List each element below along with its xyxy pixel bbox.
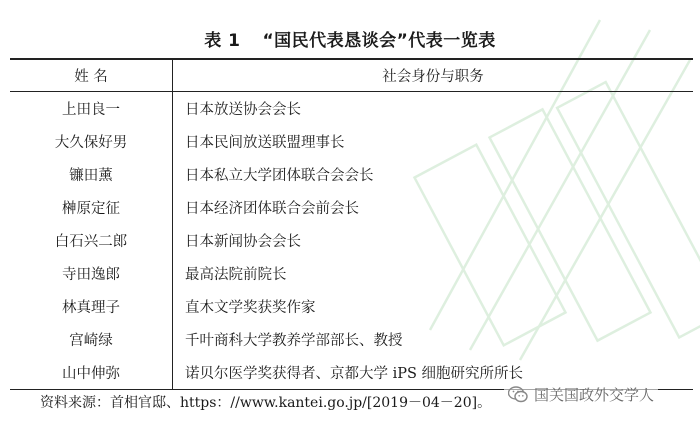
- representative-role: 日本经济团体联合会前会长: [185, 201, 359, 217]
- representatives-table: [10, 58, 693, 390]
- table-row: [10, 290, 693, 323]
- representative-role: 日本放送协会会长: [185, 102, 301, 118]
- table-row: [10, 191, 693, 224]
- column-header-name: 姓 名: [10, 59, 173, 92]
- table-row: [10, 257, 693, 290]
- wechat-icon: [508, 386, 528, 403]
- table-row: [10, 224, 693, 257]
- representative-name: 大久保好男: [10, 125, 173, 158]
- table-row: [10, 92, 693, 126]
- representative-role: 直木文学奖获奖作家: [185, 300, 316, 316]
- table-body: [10, 92, 693, 390]
- representative-name: 山中伸弥: [10, 356, 173, 390]
- representative-role: 日本私立大学团体联合会会长: [185, 168, 374, 184]
- representative-name: 林真理子: [10, 290, 173, 323]
- representative-name: 寺田逸郎: [10, 257, 173, 290]
- table-row: [10, 158, 693, 191]
- representative-name: 榊原定征: [10, 191, 173, 224]
- representative-name: 上田良一: [10, 92, 173, 126]
- representative-name: 宫崎绿: [10, 323, 173, 356]
- representative-role: 最高法院前院长: [185, 267, 287, 283]
- representative-name: 白石兴二郎: [10, 224, 173, 257]
- column-header-role: 社会身份与职务: [173, 59, 694, 92]
- wechat-account-name: 国关国政外交学人: [534, 386, 655, 404]
- table-row: [10, 323, 693, 356]
- wechat-watermark: [504, 382, 658, 407]
- table-number: 表 1: [204, 31, 241, 51]
- representative-role: 诺贝尔医学奖获得者、京都大学 iPS 细胞研究所所长: [173, 356, 694, 390]
- table-row: [10, 125, 693, 158]
- representative-role: 千叶商科大学教养学部部长、教授: [185, 333, 403, 349]
- representative-role: 日本民间放送联盟理事长: [185, 135, 345, 151]
- table-caption: [0, 26, 700, 51]
- table-title: “国民代表恳谈会”代表一览表: [262, 31, 496, 51]
- representative-role: 日本新闻协会会长: [185, 234, 301, 250]
- representative-name: 镰田薰: [10, 158, 173, 191]
- source-note: 资料来源：首相官邸、https：//www.kantei.go.jp/[2019－04－20]。: [40, 395, 492, 411]
- header-row: [10, 59, 693, 92]
